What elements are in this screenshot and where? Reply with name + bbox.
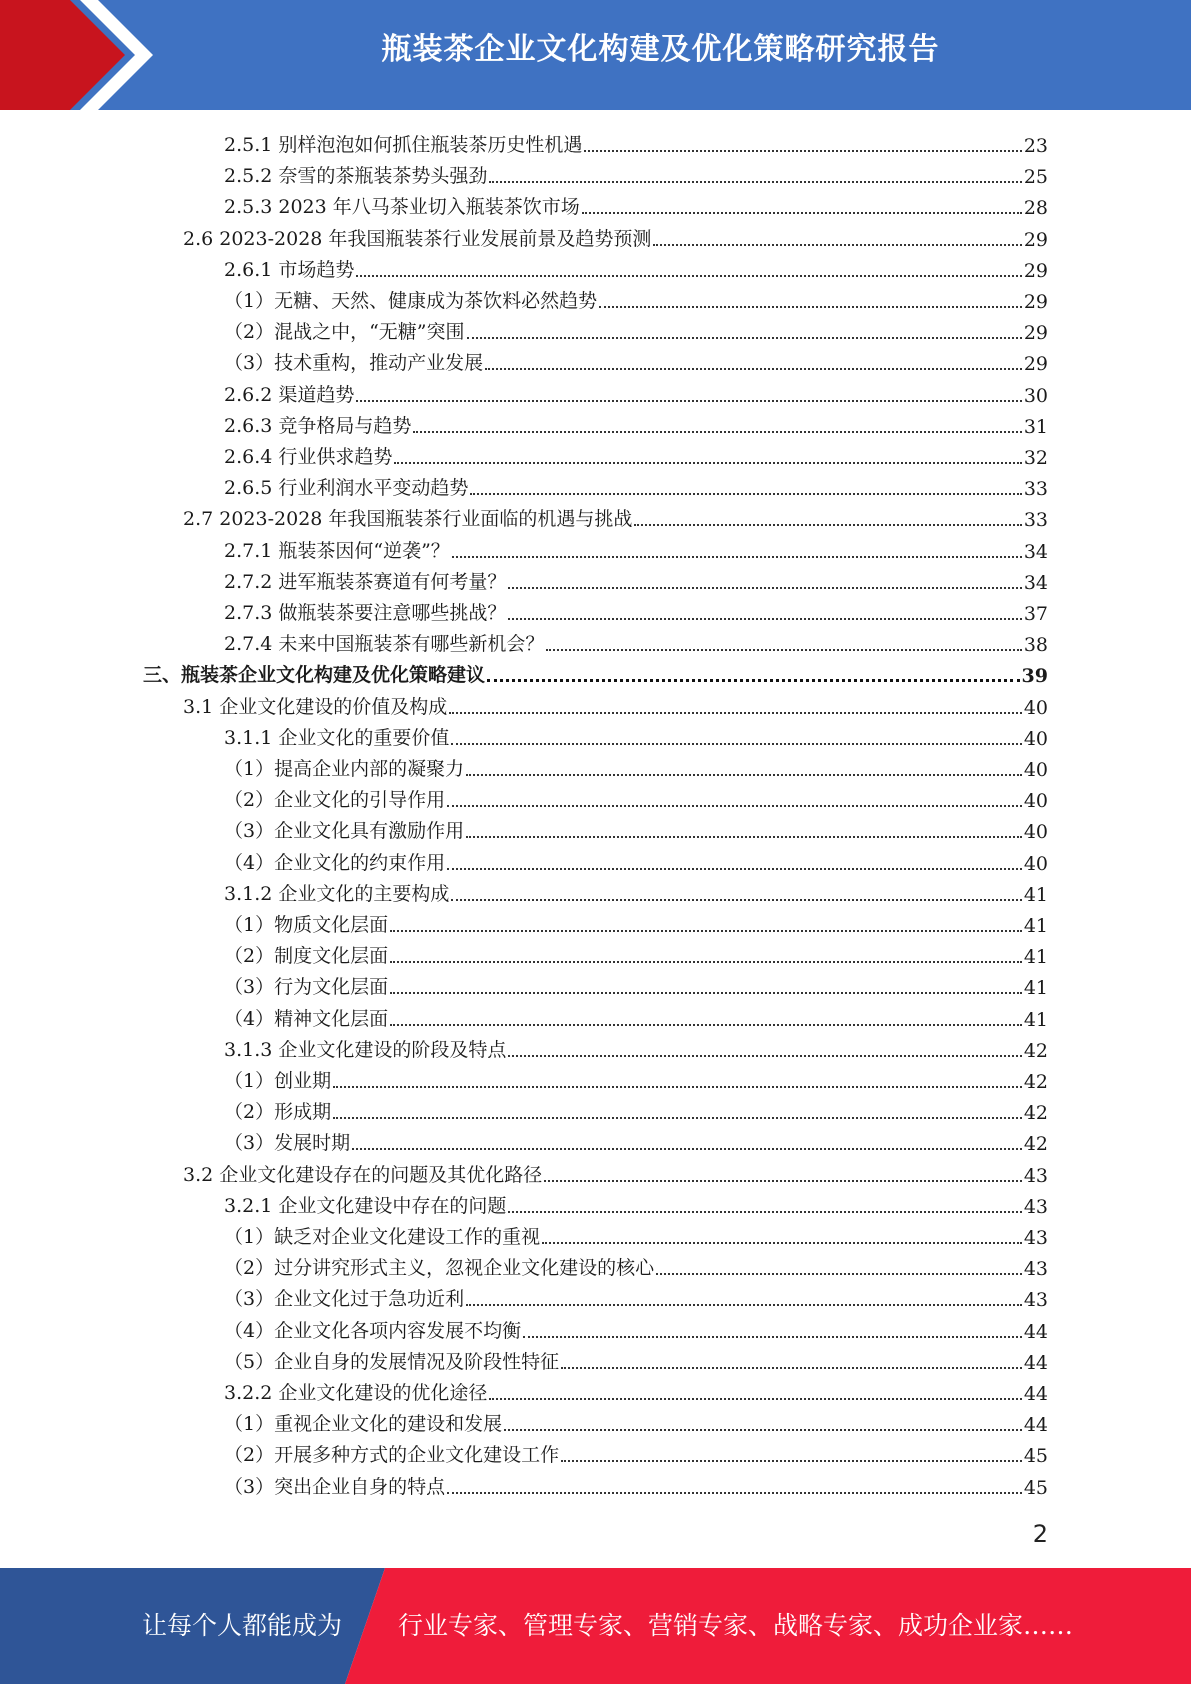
toc-dot-leader bbox=[508, 586, 1021, 589]
toc-entry-page: 44 bbox=[1023, 1383, 1048, 1405]
toc-entry[interactable] bbox=[224, 407, 1048, 438]
toc-dot-leader bbox=[542, 1241, 1022, 1244]
toc-entry[interactable] bbox=[224, 344, 1048, 375]
toc-dot-leader bbox=[546, 648, 1021, 651]
toc-entry-page: 40 bbox=[1023, 759, 1048, 781]
toc-entry-label: （4）企业文化各项内容发展不均衡 bbox=[224, 1319, 522, 1342]
toc-entry[interactable] bbox=[224, 1468, 1048, 1499]
toc-dot-leader bbox=[508, 1210, 1021, 1213]
toc-entry-page: 44 bbox=[1023, 1320, 1048, 1343]
toc-entry[interactable] bbox=[224, 1000, 1048, 1031]
toc-dot-leader bbox=[356, 274, 1021, 277]
toc-entry-label: （2）制度文化层面 bbox=[224, 945, 389, 968]
toc-entry-label: （1）物质文化层面 bbox=[224, 914, 389, 936]
toc-entry-label: 2.7.2 进军瓶装茶赛道有何考量？ bbox=[224, 570, 507, 593]
toc-dot-leader bbox=[467, 336, 1022, 339]
toc-entry-label: 3.2.2 企业文化建设的优化途径 bbox=[224, 1382, 488, 1404]
toc-entry-page: 34 bbox=[1023, 540, 1048, 563]
toc-entry[interactable] bbox=[143, 656, 1048, 687]
page-footer bbox=[0, 1568, 1191, 1684]
toc-entry-label: （3）技术重构，推动产业发展 bbox=[224, 352, 484, 375]
toc-dot-leader bbox=[390, 929, 1022, 932]
toc-dot-leader bbox=[390, 991, 1022, 994]
toc-entry-label: 2.6.4 行业供求趋势 bbox=[224, 446, 393, 468]
toc-entry[interactable] bbox=[183, 500, 1048, 531]
toc-entry-page: 23 bbox=[1023, 135, 1048, 157]
toc-entry-page: 43 bbox=[1023, 1289, 1048, 1312]
toc-dot-leader bbox=[470, 492, 1021, 495]
toc-dot-leader bbox=[561, 1459, 1022, 1462]
toc-entry-label: 3.1.2 企业文化的主要构成 bbox=[224, 882, 450, 905]
toc-entry[interactable] bbox=[183, 220, 1048, 251]
toc-entry-label: （3）企业文化具有激励作用 bbox=[224, 820, 465, 843]
toc-entry-label: （3）企业文化过于急功近利 bbox=[224, 1288, 465, 1311]
toc-entry-page: 43 bbox=[1023, 1258, 1048, 1281]
toc-dot-leader bbox=[333, 1116, 1022, 1119]
toc-entry[interactable] bbox=[224, 376, 1048, 407]
toc-dot-leader bbox=[413, 430, 1021, 433]
toc-entry[interactable] bbox=[224, 781, 1048, 812]
toc-entry[interactable] bbox=[224, 1312, 1048, 1343]
toc-entry[interactable] bbox=[224, 438, 1048, 469]
toc-entry-label: （2）企业文化的引导作用 bbox=[224, 789, 446, 812]
toc-entry-label: 2.6.1 市场趋势 bbox=[224, 258, 355, 281]
toc-dot-leader bbox=[508, 1054, 1021, 1057]
toc-dot-leader bbox=[451, 898, 1021, 901]
toc-dot-leader bbox=[508, 617, 1021, 620]
toc-dot-leader bbox=[466, 1303, 1022, 1306]
toc-entry-page: 33 bbox=[1023, 478, 1048, 501]
toc-entry-label: 2.6.5 行业利润水平变动趋势 bbox=[224, 477, 469, 500]
toc-entry-label: （4）企业文化的约束作用 bbox=[224, 851, 446, 874]
toc-dot-leader bbox=[653, 243, 1021, 246]
toc-entry-label: （1）提高企业内部的凝聚力 bbox=[224, 758, 465, 780]
toc-entry-label: 2.6 2023-2028 年我国瓶装茶行业发展前景及趋势预测 bbox=[183, 227, 652, 250]
toc-entry-page: 31 bbox=[1023, 415, 1048, 438]
toc-entry-label: 2.7.1 瓶装茶因何“逆袭”？ bbox=[224, 539, 450, 562]
toc-entry-label: 三、瓶装茶企业文化构建及优化策略建议 bbox=[143, 664, 486, 687]
toc-entry-label: 2.5.3 2023 年八马茶业切入瓶装茶饮市场 bbox=[224, 196, 580, 219]
toc-dot-leader bbox=[451, 742, 1021, 745]
toc-entry-label: 3.1.3 企业文化建设的阶段及特点 bbox=[224, 1038, 507, 1061]
toc-entry-page: 25 bbox=[1023, 166, 1048, 189]
toc-entry-label: （2）混战之中，“无糖”突围 bbox=[224, 321, 465, 344]
toc-entry[interactable] bbox=[183, 688, 1048, 719]
toc-dot-leader bbox=[523, 1335, 1022, 1338]
toc-entry-page: 29 bbox=[1023, 228, 1048, 251]
toc-dot-leader bbox=[333, 1085, 1022, 1088]
toc-entry-label: （1）重视企业文化的建设和发展 bbox=[224, 1413, 503, 1436]
toc-entry-page: 43 bbox=[1023, 1227, 1048, 1249]
toc-entry-label: 3.1 企业文化建设的价值及构成 bbox=[183, 695, 448, 718]
toc-entry-page: 41 bbox=[1023, 977, 1048, 1000]
toc-dot-leader bbox=[449, 711, 1022, 714]
toc-entry-page: 42 bbox=[1023, 1133, 1048, 1156]
toc-entry-label: （2）形成期 bbox=[224, 1101, 332, 1124]
toc-entry[interactable] bbox=[224, 1436, 1048, 1467]
toc-entry-label: 2.7.4 未来中国瓶装茶有哪些新机会？ bbox=[224, 633, 545, 656]
toc-entry[interactable] bbox=[224, 594, 1048, 625]
toc-entry-page: 29 bbox=[1023, 259, 1048, 282]
toc-entry-page: 28 bbox=[1023, 197, 1048, 220]
toc-entry[interactable] bbox=[224, 906, 1048, 937]
toc-entry[interactable] bbox=[224, 719, 1048, 750]
toc-entry[interactable] bbox=[224, 1124, 1048, 1155]
toc-entry-label: 2.6.2 渠道趋势 bbox=[224, 383, 355, 406]
toc-entry[interactable] bbox=[224, 844, 1048, 875]
toc-dot-leader bbox=[447, 867, 1022, 870]
toc-dot-leader bbox=[485, 367, 1022, 370]
toc-entry[interactable] bbox=[224, 251, 1048, 282]
toc-entry[interactable] bbox=[224, 313, 1048, 344]
toc-entry[interactable] bbox=[224, 563, 1048, 594]
toc-entry-page: 40 bbox=[1023, 821, 1048, 844]
toc-dot-leader bbox=[489, 1397, 1021, 1400]
toc-entry-page: 44 bbox=[1023, 1414, 1048, 1437]
toc-entry-label: 2.7.3 做瓶装茶要注意哪些挑战？ bbox=[224, 602, 507, 624]
toc-dot-leader bbox=[656, 1272, 1022, 1275]
toc-entry-label: 3.2 企业文化建设存在的问题及其优化路径 bbox=[183, 1163, 543, 1186]
toc-entry-label: 2.5.1 别样泡泡如何抓住瓶装茶历史性机遇 bbox=[224, 134, 583, 156]
toc-entry[interactable] bbox=[224, 1343, 1048, 1374]
toc-entry[interactable] bbox=[224, 532, 1048, 563]
toc-entry-page: 41 bbox=[1023, 1008, 1048, 1031]
toc-dot-leader bbox=[356, 399, 1021, 402]
toc-entry-label: 2.6.3 竞争格局与趋势 bbox=[224, 414, 412, 437]
toc-entry-page: 37 bbox=[1023, 603, 1048, 625]
toc-entry[interactable] bbox=[224, 1031, 1048, 1062]
toc-entry-page: 41 bbox=[1023, 915, 1048, 937]
toc-entry-label: （3）突出企业自身的特点 bbox=[224, 1475, 446, 1498]
toc-entry[interactable] bbox=[224, 812, 1048, 843]
toc-dot-leader bbox=[390, 960, 1022, 963]
toc-dot-leader bbox=[487, 678, 1020, 682]
toc-entry[interactable] bbox=[224, 1187, 1048, 1218]
toc-entry-label: （3）行为文化层面 bbox=[224, 976, 389, 999]
toc-entry-page: 41 bbox=[1023, 946, 1048, 969]
toc-dot-leader bbox=[561, 1366, 1022, 1369]
toc-entry-page: 43 bbox=[1023, 1195, 1048, 1218]
toc-entry-page: 42 bbox=[1023, 1071, 1048, 1093]
toc-entry-label: 3.1.1 企业文化的重要价值 bbox=[224, 726, 450, 749]
toc-entry-page: 45 bbox=[1023, 1476, 1048, 1499]
toc-entry[interactable] bbox=[224, 937, 1048, 968]
toc-entry-label: （3）发展时期 bbox=[224, 1132, 351, 1155]
toc-entry-page: 29 bbox=[1023, 353, 1048, 376]
toc-entry-page: 40 bbox=[1023, 696, 1048, 719]
toc-entry[interactable] bbox=[224, 875, 1048, 906]
toc-entry[interactable] bbox=[224, 1374, 1048, 1405]
toc-entry[interactable] bbox=[224, 1062, 1048, 1093]
toc-entry-page: 40 bbox=[1023, 727, 1048, 750]
toc-entry[interactable] bbox=[183, 1156, 1048, 1187]
toc-entry-page: 42 bbox=[1023, 1039, 1048, 1062]
toc-entry[interactable] bbox=[224, 126, 1048, 157]
toc-dot-leader bbox=[394, 461, 1021, 464]
toc-entry-label: （2）开展多种方式的企业文化建设工作 bbox=[224, 1444, 560, 1467]
toc-entry[interactable] bbox=[224, 968, 1048, 999]
toc-entry-page: 41 bbox=[1023, 883, 1048, 906]
toc-dot-leader bbox=[582, 211, 1022, 214]
page-header bbox=[0, 0, 1191, 110]
toc-entry-page: 40 bbox=[1023, 790, 1048, 813]
toc-entry[interactable] bbox=[224, 1280, 1048, 1311]
toc-entry[interactable] bbox=[224, 469, 1048, 500]
toc-dot-leader bbox=[634, 523, 1021, 526]
toc-dot-leader bbox=[584, 149, 1021, 152]
toc-entry-label: （5）企业自身的发展情况及阶段性特征 bbox=[224, 1350, 560, 1373]
toc-entry[interactable] bbox=[224, 625, 1048, 656]
toc-entry[interactable] bbox=[224, 1218, 1048, 1249]
toc-entry-page: 38 bbox=[1023, 634, 1048, 657]
footer-slogan-left: 让每个人都能成为 bbox=[142, 1611, 343, 1640]
toc-entry-page: 45 bbox=[1023, 1445, 1048, 1468]
toc-dot-leader bbox=[452, 555, 1022, 558]
toc-entry[interactable] bbox=[224, 157, 1048, 188]
toc-entry-page: 30 bbox=[1023, 384, 1048, 407]
toc-dot-leader bbox=[466, 835, 1022, 838]
page-number: 2 bbox=[1032, 1520, 1048, 1548]
toc-entry[interactable] bbox=[224, 1249, 1048, 1280]
toc-entry-label: （1）无糖、天然、健康成为茶饮料必然趋势 bbox=[224, 290, 598, 312]
toc-entry-label: （1）创业期 bbox=[224, 1070, 332, 1092]
toc-entry-page: 43 bbox=[1023, 1164, 1048, 1187]
toc-dot-leader bbox=[504, 1428, 1022, 1431]
toc-entry-label: 2.7 2023-2028 年我国瓶装茶行业面临的机遇与挑战 bbox=[183, 508, 633, 531]
toc-dot-leader bbox=[544, 1179, 1022, 1182]
toc-entry-page: 32 bbox=[1023, 447, 1048, 469]
toc-entry-label: （1）缺乏对企业文化建设工作的重视 bbox=[224, 1226, 541, 1248]
toc-dot-leader bbox=[447, 804, 1022, 807]
toc-entry-label: 3.2.1 企业文化建设中存在的问题 bbox=[224, 1194, 507, 1217]
toc-entry-page: 39 bbox=[1021, 665, 1048, 688]
toc-entry-page: 42 bbox=[1023, 1102, 1048, 1125]
toc-entry-page: 29 bbox=[1023, 291, 1048, 313]
toc-dot-leader bbox=[466, 773, 1022, 776]
toc-dot-leader bbox=[390, 1023, 1022, 1026]
toc-entry-page: 33 bbox=[1023, 509, 1048, 532]
toc-entry[interactable] bbox=[224, 1093, 1048, 1124]
header-title: 瓶装茶企业文化构建及优化策略研究报告 bbox=[381, 32, 940, 67]
toc-entry[interactable] bbox=[224, 1405, 1048, 1436]
footer-slogan-right: 行业专家、管理专家、营销专家、战略专家、成功企业家…… bbox=[398, 1611, 1074, 1640]
toc-entry-label: 2.5.2 奈雪的茶瓶装茶势头强劲 bbox=[224, 165, 488, 188]
toc-entry-label: （4）精神文化层面 bbox=[224, 1007, 389, 1030]
toc-entry-page: 29 bbox=[1023, 322, 1048, 345]
toc-dot-leader bbox=[447, 1491, 1022, 1494]
toc-entry[interactable] bbox=[224, 282, 1048, 313]
toc-dot-leader bbox=[489, 180, 1021, 183]
toc-entry-label: （2）过分讲究形式主义，忽视企业文化建设的核心 bbox=[224, 1257, 655, 1280]
toc-dot-leader bbox=[599, 305, 1022, 308]
toc-dot-leader bbox=[352, 1147, 1022, 1150]
toc-entry-page: 34 bbox=[1023, 571, 1048, 594]
toc-entry[interactable] bbox=[224, 188, 1048, 219]
toc-entry[interactable] bbox=[224, 750, 1048, 781]
toc-entry-page: 44 bbox=[1023, 1351, 1048, 1374]
toc-entry-page: 40 bbox=[1023, 852, 1048, 875]
